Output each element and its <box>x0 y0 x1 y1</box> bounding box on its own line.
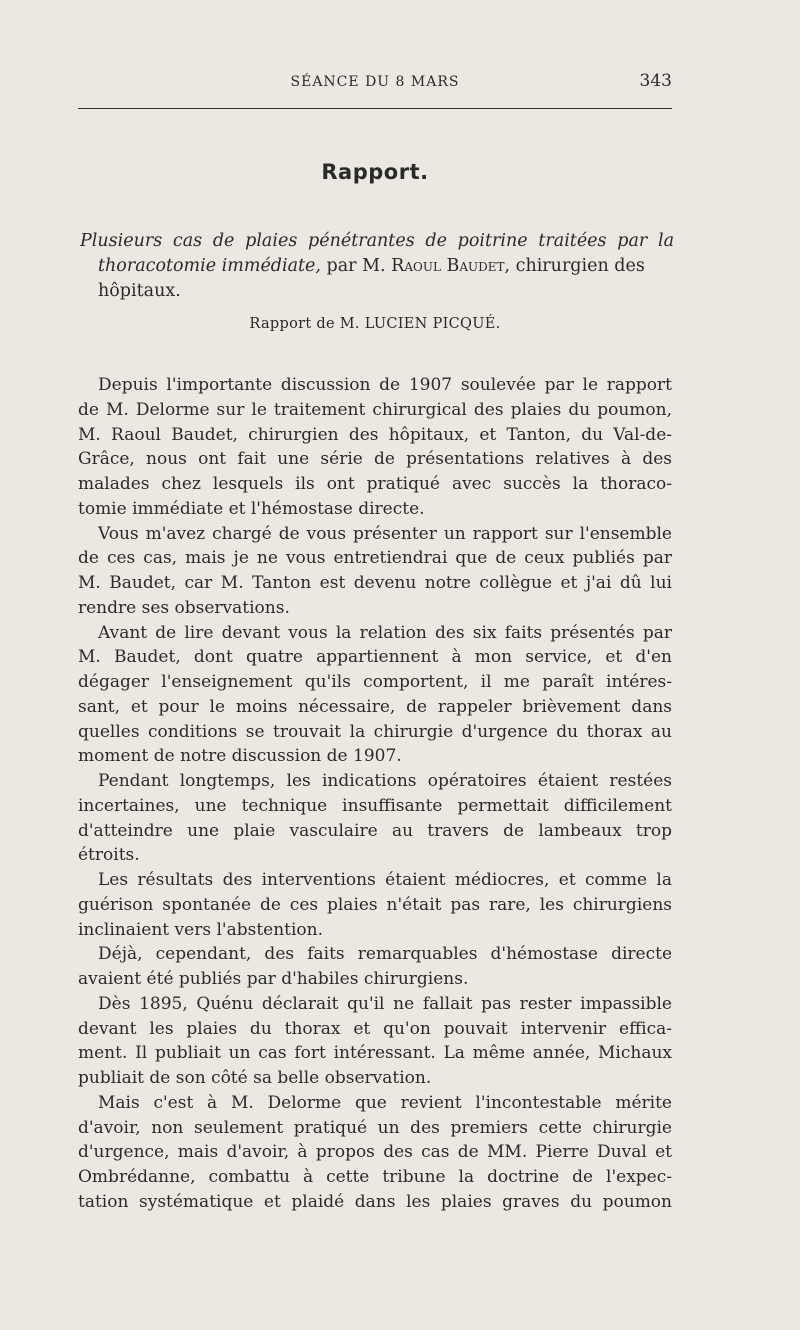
report-heading-par: par M. <box>320 256 392 276</box>
body-line: guérison spontanée de ces plaies n'était pas rare, les chirurgiens <box>78 894 672 915</box>
body-line: moment de notre discussion de 1907. <box>78 746 402 767</box>
body-line: Depuis l'importante discussion de 1907 soulevée par le rapport <box>98 375 672 395</box>
body-line: de M. Delorme sur le traitement chirurgical des plaies du poumon, <box>78 399 672 420</box>
body-line: d'atteindre une plaie vasculaire au travers de lambeaux trop <box>78 820 672 841</box>
body-line: malades chez lesquels ils ont pratiqué avec succès la thoraco- <box>78 474 672 494</box>
body-line: Vous m'avez chargé de vous présenter un rapport sur l'ensemble <box>98 523 672 544</box>
body-line: Ombrédanne, combattu à cette tribune la doctrine de l'expec- <box>78 1167 672 1187</box>
report-heading-rest: , chirurgien des <box>504 256 645 276</box>
report-heading-italic-2: thoracotomie immédiate, <box>98 256 321 276</box>
body-line: tation systématique et plaidé dans les plaies graves du poumon <box>78 1191 672 1212</box>
body-line: quelles conditions se trouvait la chirurgie d'urgence du thorax au <box>78 721 672 742</box>
body-line: d'urgence, mais d'avoir, à propos des cas de MM. Pierre Duval et <box>78 1142 672 1163</box>
body-line: M. Raoul Baudet, chirurgien des hôpitaux, et Tanton, du Val-de- <box>78 424 672 445</box>
running-header <box>78 70 672 94</box>
report-heading <box>80 229 674 304</box>
body-line: Déjà, cependant, des faits remarquables d'hémostase directe <box>98 944 672 965</box>
author-name: Raoul Baudet <box>391 256 505 276</box>
running-title: SÉANCE DU 8 MARS <box>290 74 460 90</box>
body-line: Avant de lire devant vous la relation des six faits présentés par <box>98 622 672 643</box>
body-text <box>78 373 672 1215</box>
body-line: publiait de son côté sa belle observation. <box>78 1068 432 1088</box>
body-line: rendre ses observations. <box>78 597 290 618</box>
body-line: dégager l'enseignement qu'ils comportent, il me paraît intéres- <box>78 672 672 692</box>
body-line: Pendant longtemps, les indications opératoires étaient restées <box>98 771 672 791</box>
report-heading-line-1 <box>80 229 674 254</box>
body-line: devant les plaies du thorax et qu'on pouvait intervenir effica- <box>78 1018 672 1039</box>
body-line: M. Baudet, dont quatre appartiennent à mon service, et d'en <box>78 647 672 668</box>
body-line: Grâce, nous ont fait une série de présentations relatives à des <box>78 449 672 470</box>
rapporteur-line: Rapport de M. LUCIEN PICQUÉ. <box>249 316 501 332</box>
body-line: avaient été publiés par d'habiles chirurgiens. <box>78 969 469 989</box>
body-line: Les résultats des interventions étaient médiocres, et comme la <box>98 870 672 890</box>
body-line: M. Baudet, car M. Tanton est devenu notre collègue et j'ai dû lui <box>78 573 672 593</box>
body-line: inclinaient vers l'abstention. <box>78 919 324 940</box>
body-line: Mais c'est à M. Delorme que revient l'incontestable mérite <box>98 1092 672 1113</box>
header-rule <box>78 108 672 109</box>
report-heading-italic: Plusieurs cas de plaies pénétrantes de poitrine traitées par la <box>80 231 674 251</box>
report-heading-line-3: hôpitaux. <box>98 281 181 301</box>
report-heading-line-2 <box>80 254 674 279</box>
body-line: tomie immédiate et l'hémostase directe. <box>78 498 425 519</box>
body-line: d'avoir, non seulement pratiqué un des premiers cette chirurgie <box>78 1117 672 1138</box>
body-line: Dès 1895, Quénu déclarait qu'il ne fallait pas rester impassible <box>98 993 672 1014</box>
page-number: 343 <box>639 71 672 91</box>
body-line: ment. Il publiait un cas fort intéressant. La même année, Michaux <box>78 1043 672 1064</box>
body-line: incertaines, une technique insuffisante permettait difficilement <box>78 795 672 816</box>
body-line: de ces cas, mais je ne vous entretiendrai que de ceux publiés par <box>78 548 672 569</box>
section-title: Rapport. <box>321 160 429 184</box>
body-line: sant, et pour le moins nécessaire, de rappeler brièvement dans <box>78 696 672 717</box>
body-line: étroits. <box>78 845 140 866</box>
